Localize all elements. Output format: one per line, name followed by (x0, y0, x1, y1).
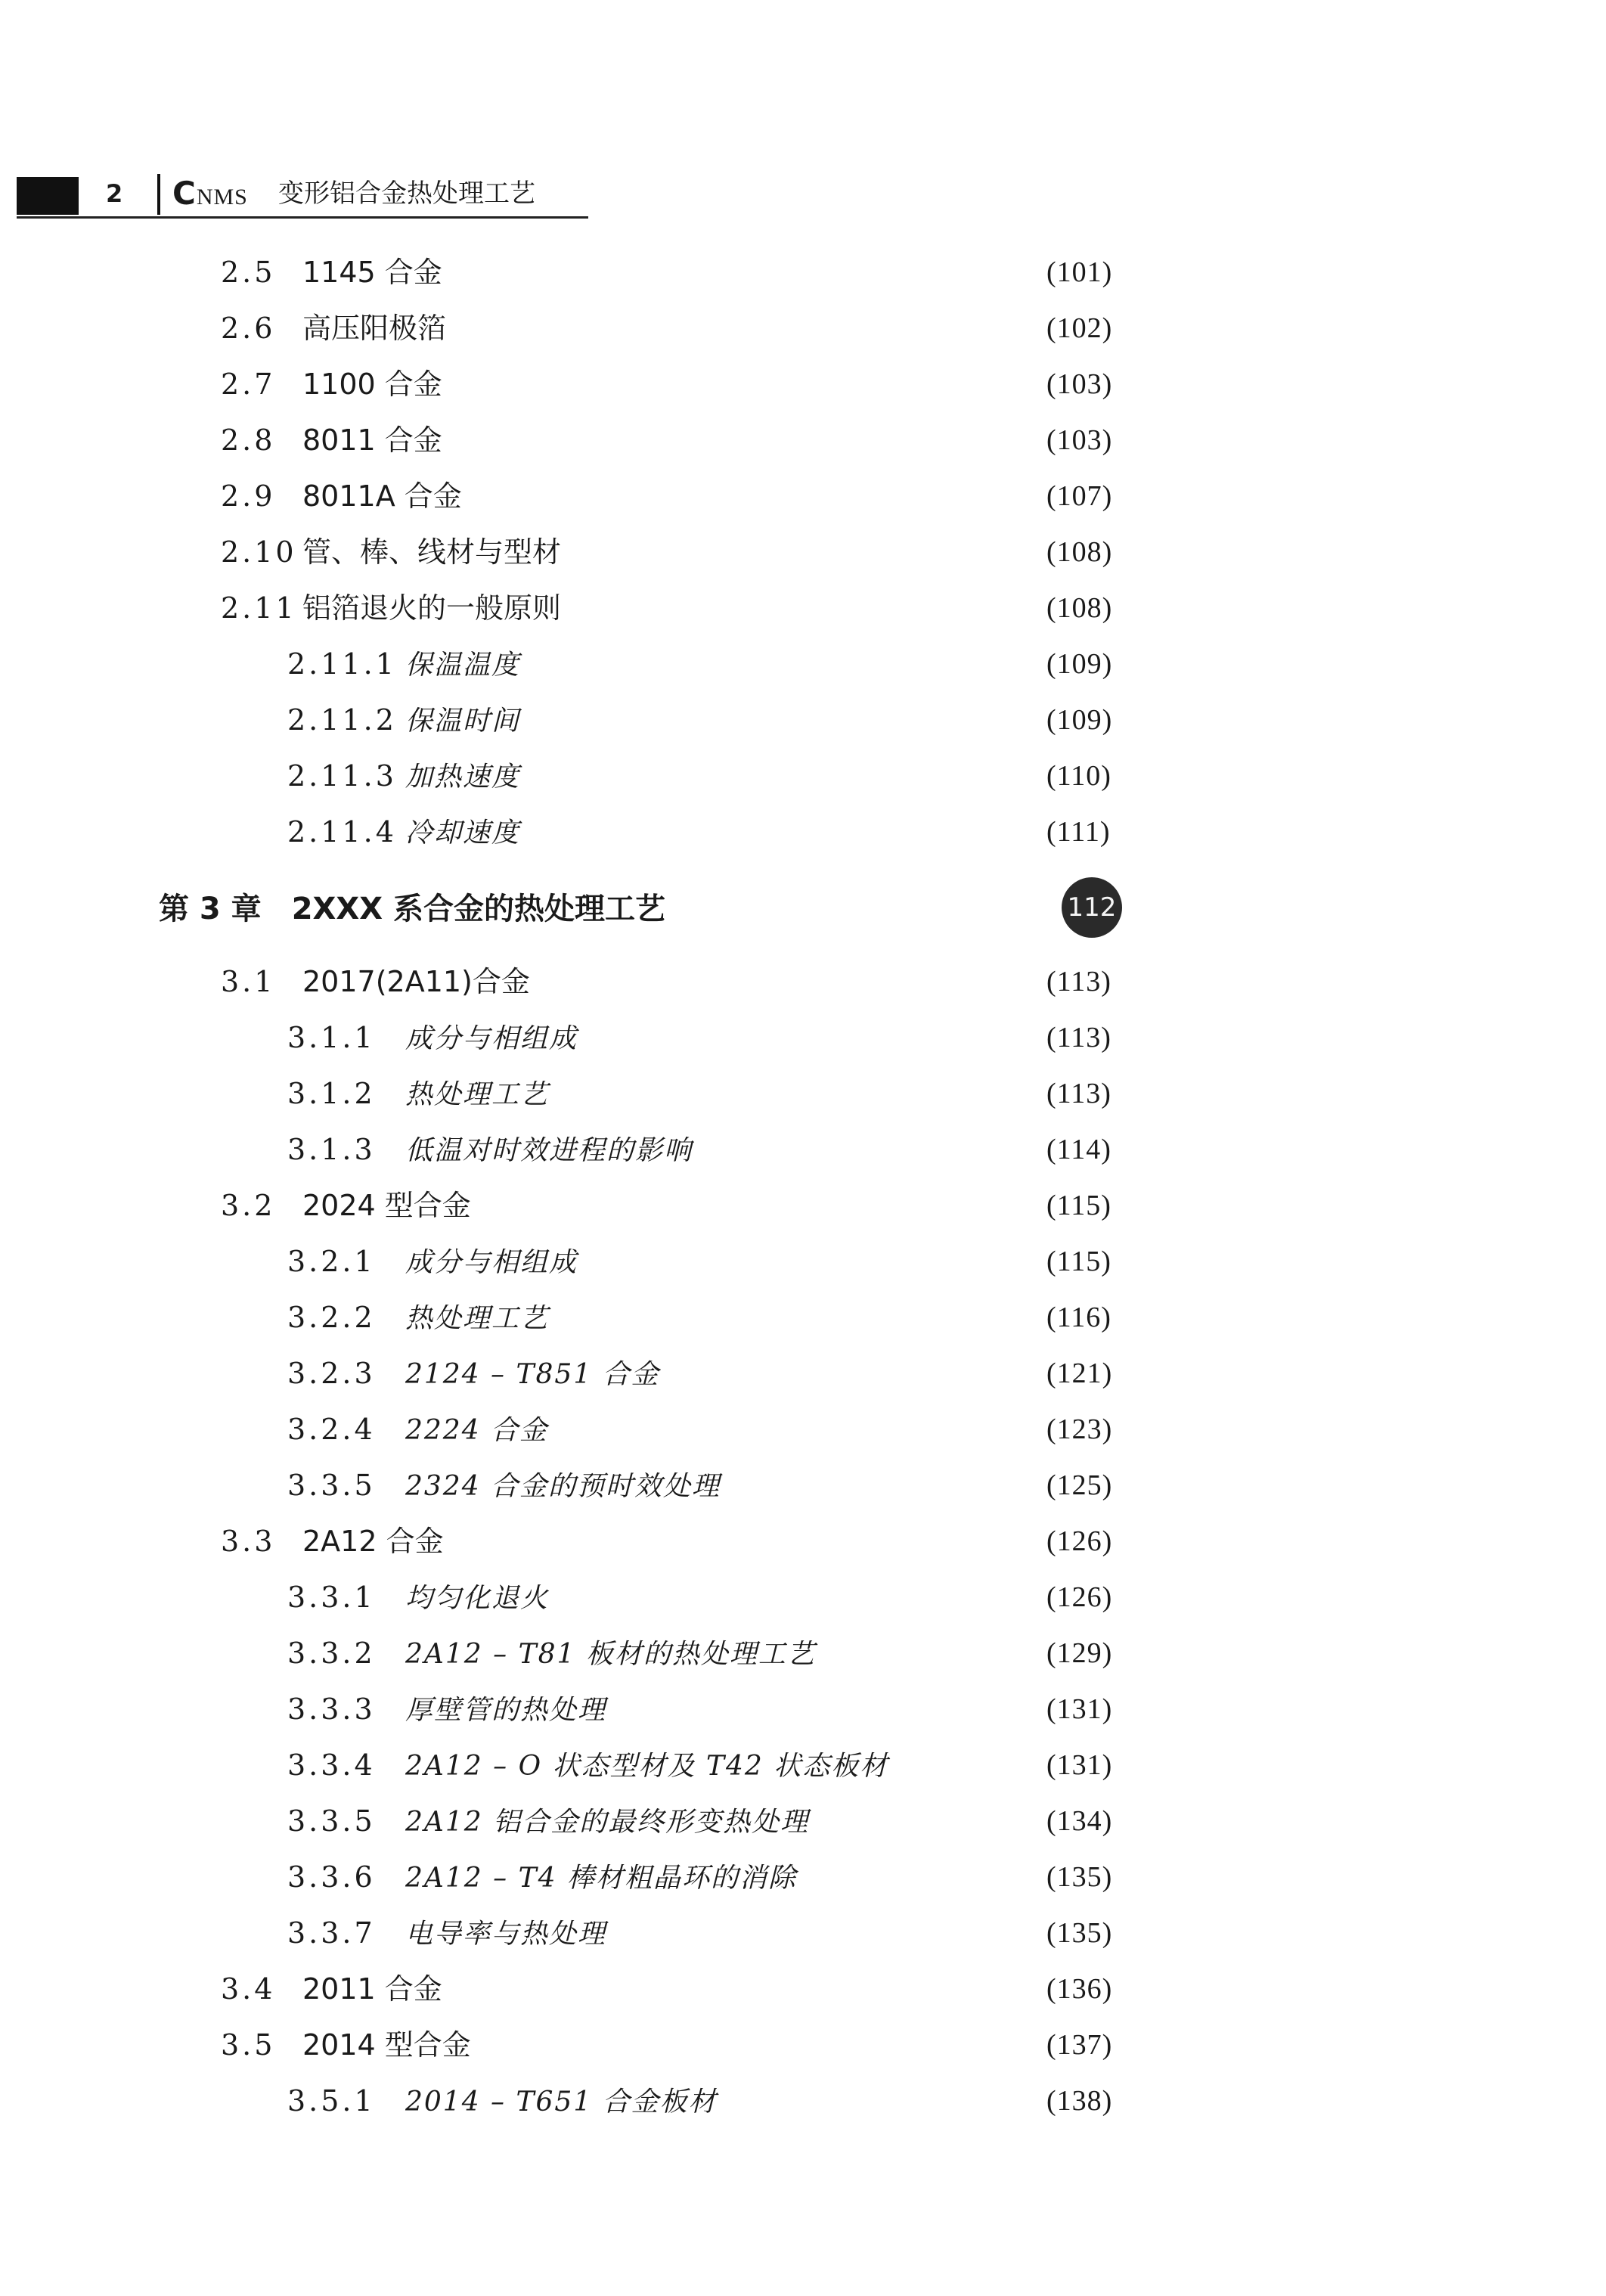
toc-entry-page: (110) (1046, 760, 1111, 792)
toc-entry-page: (108) (1046, 536, 1113, 568)
toc-entry-page: (108) (1046, 592, 1113, 624)
toc-entry-page: (111) (1046, 816, 1111, 848)
toc-entry-title: 2014 型合金 (302, 2028, 471, 2062)
toc-entry-page: (115) (1046, 1246, 1111, 1277)
toc-entry-page: (135) (1046, 1861, 1113, 1893)
toc-entry-page: (138) (1046, 2085, 1113, 2117)
toc-entry-number: 3.1.3 (287, 1133, 376, 1166)
toc-entry[interactable] (221, 306, 446, 351)
toc-entry[interactable] (287, 1910, 606, 1956)
toc-entry[interactable] (287, 1127, 693, 1172)
toc-entry-page: (121) (1046, 1357, 1113, 1389)
toc-entry[interactable] (287, 697, 520, 743)
logo-initial: C (172, 175, 197, 212)
toc-entry-page: (114) (1046, 1134, 1111, 1165)
toc-entry-number: 2.10 (221, 535, 297, 569)
toc-entry[interactable] (287, 1686, 606, 1732)
toc-entry-title: 低温对时效进程的影响 (405, 1135, 693, 1166)
toc-entry[interactable] (221, 250, 442, 295)
toc-entry-number: 3.2.1 (287, 1245, 376, 1278)
toc-entry-page: (103) (1046, 368, 1113, 400)
toc-entry-page: (131) (1046, 1693, 1113, 1725)
toc-entry[interactable] (221, 529, 561, 575)
chapter-heading[interactable] (159, 885, 665, 933)
toc-entry[interactable] (221, 2022, 471, 2068)
toc-entry-title: 2011 合金 (302, 1972, 442, 2006)
toc-entry[interactable] (287, 1798, 809, 1844)
toc-entry-number: 2.11.2 (287, 703, 397, 737)
toc-entry-number: 2.8 (221, 424, 276, 457)
toc-entry-title: 热处理工艺 (405, 1079, 550, 1110)
chapter-title: 2XXX 系合金的热处理工艺 (291, 892, 665, 926)
toc-entry-page: (125) (1046, 1469, 1113, 1501)
toc-entry[interactable] (287, 1575, 549, 1620)
toc-entry[interactable] (221, 473, 462, 519)
toc-entry-number: 3.5.1 (287, 2084, 376, 2118)
toc-entry[interactable] (287, 1015, 578, 1060)
toc-entry-title: 保温温度 (405, 650, 521, 681)
toc-entry-title: 保温时间 (405, 706, 521, 737)
chapter-page-badge: 112 (1062, 877, 1122, 938)
toc-entry[interactable] (221, 959, 530, 1004)
toc-entry-page: (129) (1046, 1637, 1113, 1669)
toc-entry-number: 2.7 (221, 368, 276, 401)
toc-entry[interactable] (287, 641, 520, 687)
toc-entry-title: 2124 – T851 合金 (405, 1359, 660, 1390)
toc-entry-title: 成分与相组成 (405, 1023, 578, 1054)
toc-entry-number: 2.11 (221, 591, 297, 625)
toc-entry-page: (137) (1046, 2029, 1113, 2061)
toc-entry-number: 3.3.7 (287, 1916, 376, 1950)
logo-text: NMS (196, 185, 248, 209)
toc-entry-title: 高压阳极箔 (302, 312, 447, 345)
toc-entry-title: 2324 合金的预时效处理 (405, 1471, 721, 1502)
toc-entry-title: 2A12 合金 (302, 1525, 444, 1558)
toc-entry[interactable] (287, 1407, 548, 1452)
page-number: 2 (106, 179, 123, 208)
toc-entry[interactable] (287, 753, 520, 799)
toc-entry-title: 厚壁管的热处理 (405, 1695, 607, 1726)
toc-entry-number: 3.3.2 (287, 1637, 376, 1670)
toc-entry-title: 2A12 – T81 板材的热处理工艺 (405, 1639, 816, 1670)
toc-entry[interactable] (221, 1966, 442, 2012)
toc-entry-number: 3.2.2 (287, 1301, 376, 1334)
toc-entry-title: 8011 合金 (302, 424, 442, 457)
toc-entry-title: 铝箔退火的一般原则 (302, 591, 562, 625)
toc-entry-page: (123) (1046, 1413, 1113, 1445)
toc-entry[interactable] (287, 1295, 549, 1340)
toc-entry-page: (109) (1046, 648, 1113, 680)
toc-entry-page: (134) (1046, 1805, 1113, 1837)
toc-entry-title: 2A12 铝合金的最终形变热处理 (405, 1807, 810, 1838)
toc-entry[interactable] (221, 417, 442, 463)
book-title: 变形铝合金热处理工艺 (278, 178, 535, 209)
toc-entry-number: 2.11.1 (287, 647, 397, 681)
toc-entry-number: 3.3.1 (287, 1581, 376, 1614)
toc-entry-number: 2.11.3 (287, 759, 397, 793)
toc-entry-number: 3.2.4 (287, 1413, 376, 1446)
toc-entry[interactable] (287, 1742, 888, 1788)
toc-entry[interactable] (221, 1519, 444, 1564)
toc-entry[interactable] (287, 1071, 549, 1116)
toc-entry[interactable] (287, 1351, 660, 1396)
toc-entry-page: (113) (1046, 966, 1111, 998)
toc-entry-number: 3.3 (221, 1525, 276, 1558)
toc-entry-page: (109) (1046, 704, 1113, 736)
toc-entry-title: 2024 型合金 (302, 1189, 471, 1222)
toc-entry-number: 3.2.3 (287, 1357, 376, 1390)
toc-entry-number: 3.3.3 (287, 1693, 376, 1726)
toc-entry-number: 3.3.4 (287, 1748, 376, 1782)
toc-entry-number: 3.3.5 (287, 1804, 376, 1838)
toc-entry[interactable] (287, 1630, 816, 1676)
toc-entry-page: (126) (1046, 1581, 1113, 1613)
toc-entry-number: 2.9 (221, 479, 276, 513)
toc-entry[interactable] (287, 1463, 721, 1508)
toc-entry-number: 3.2 (221, 1189, 276, 1222)
toc-entry-title: 1145 合金 (302, 256, 442, 289)
toc-entry-page: (103) (1046, 424, 1113, 456)
chapter-label: 第 3 章 (159, 892, 262, 926)
toc-entry[interactable] (287, 809, 520, 855)
toc-entry-page: (115) (1046, 1190, 1111, 1221)
toc-entry[interactable] (221, 1183, 471, 1228)
toc-entry-title: 管、棒、线材与型材 (302, 535, 562, 569)
toc-entry-page: (113) (1046, 1022, 1111, 1053)
toc-entry-page: (126) (1046, 1525, 1113, 1557)
toc-entry-title: 2014 – T651 合金板材 (405, 2087, 718, 2118)
toc-entry-number: 3.1.2 (287, 1077, 376, 1110)
toc-entry-page: (102) (1046, 312, 1113, 344)
toc-entry-number: 3.3.6 (287, 1860, 376, 1894)
toc-entry-number: 2.11.4 (287, 815, 397, 849)
toc-entry-title: 2017(2A11)合金 (302, 965, 530, 998)
toc-entry[interactable] (221, 585, 561, 631)
toc-entry-title: 2224 合金 (405, 1415, 549, 1446)
toc-entry-title: 1100 合金 (302, 368, 442, 401)
toc-entry-number: 3.5 (221, 2028, 276, 2062)
toc-entry[interactable] (287, 1239, 578, 1284)
toc-entry-title: 冷却速度 (405, 818, 521, 849)
toc-entry[interactable] (221, 361, 442, 407)
toc-entry-page: (107) (1046, 480, 1113, 512)
toc-entry-title: 热处理工艺 (405, 1303, 550, 1334)
toc-entry-page: (113) (1046, 1078, 1111, 1109)
toc-entry-title: 8011A 合金 (302, 479, 462, 513)
toc-entry-title: 均匀化退火 (405, 1583, 550, 1614)
toc-entry-number: 3.1.1 (287, 1021, 376, 1054)
toc-entry-number: 2.5 (221, 256, 276, 289)
toc-entry-number: 3.4 (221, 1972, 276, 2006)
toc-entry-page: (116) (1046, 1302, 1111, 1333)
toc-entry[interactable] (287, 1854, 797, 1900)
toc-entry-number: 2.6 (221, 312, 276, 345)
toc-entry-page: (131) (1046, 1749, 1113, 1781)
toc-entry-title: 电导率与热处理 (405, 1919, 607, 1950)
toc-entry-title: 成分与相组成 (405, 1247, 578, 1278)
toc-entry-page: (101) (1046, 256, 1113, 288)
toc-entry[interactable] (287, 2078, 718, 2124)
toc-entry-title: 2A12 – O 状态型材及 T42 状态板材 (405, 1751, 889, 1782)
toc-entry-title: 2A12 – T4 棒材粗晶环的消除 (405, 1863, 797, 1894)
toc-entry-title: 加热速度 (405, 762, 521, 793)
toc-entry-page: (136) (1046, 1973, 1113, 2005)
toc-entry-number: 3.1 (221, 965, 276, 998)
toc-entry-page: (135) (1046, 1917, 1113, 1949)
toc-entry-number: 3.3.5 (287, 1469, 376, 1502)
